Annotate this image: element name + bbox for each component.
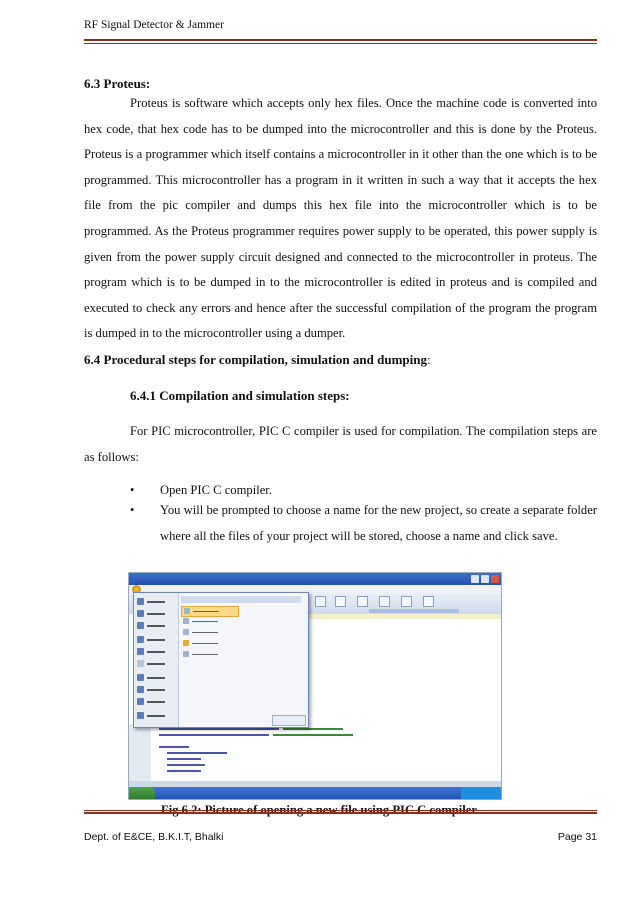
section-6-4-1-intro: For PIC microcontroller, PIC C compiler is used for compilation. The compilation steps are as follows: (84, 424, 597, 464)
window-titlebar (129, 573, 501, 585)
submenu-label (192, 643, 218, 644)
start-button-icon (129, 787, 155, 799)
bullet-text: You will be prompted to choose a name for the new project, so create a separate folder where all the files of your project will be stored, choose a name and click save. (160, 503, 597, 543)
project-icon (183, 629, 189, 635)
close-all-icon (137, 648, 144, 655)
menu-item-label (147, 677, 165, 679)
close-file-icon (137, 636, 144, 643)
code-line (159, 734, 269, 736)
menu-item-close (137, 635, 177, 645)
menu-item-label (147, 625, 165, 627)
code-line (159, 746, 189, 748)
header-rule-thick (84, 39, 597, 41)
warning-icon (183, 640, 189, 646)
menu-item-save-all (137, 685, 177, 695)
bullet-icon: • (130, 503, 135, 517)
menu-item-label (147, 601, 165, 603)
file-menu-dropdown (133, 592, 309, 728)
code-line (159, 728, 279, 730)
code-line (167, 752, 227, 754)
bullet-icon: • (130, 483, 135, 497)
submenu-label (192, 621, 218, 622)
submenu-label (192, 654, 218, 655)
menu-item-label (147, 663, 165, 665)
submenu-project-wizard (181, 617, 237, 626)
toolbar-icon (401, 596, 412, 607)
toolbar-icon (335, 596, 346, 607)
open-icon (137, 610, 144, 617)
bullet-text: Open PIC C compiler. (160, 483, 272, 497)
minimize-icon (471, 575, 479, 583)
save-icon (137, 660, 144, 667)
exit-button (272, 715, 306, 726)
footer-page-number: Page 31 (557, 831, 597, 843)
editor-highlight-strip (301, 614, 501, 619)
menu-item-encrypt (137, 697, 177, 707)
flowchart-icon (183, 651, 189, 657)
file-menu-commands (134, 593, 179, 727)
encrypt-icon (137, 698, 144, 705)
open-all-icon (137, 622, 144, 629)
footer-department: Dept. of E&CE, B.K.I.T, Bhalki (84, 831, 224, 843)
line-number-gutter (129, 724, 151, 781)
submenu-label (193, 611, 219, 612)
menu-item-label (147, 651, 165, 653)
submenu-source-file (181, 606, 239, 617)
maximize-icon (481, 575, 489, 583)
menu-item-label (147, 715, 165, 717)
header-rule-thin (84, 43, 597, 44)
code-editor (151, 724, 501, 781)
save-as-icon (137, 674, 144, 681)
menu-item-label (147, 689, 165, 691)
section-6-4-heading-text: 6.4 Procedural steps for compilation, simulation and dumping (84, 352, 427, 367)
pic-c-compiler-screenshot (128, 572, 502, 800)
menu-item-label (147, 701, 165, 703)
section-6-3-body: Proteus is software which accepts only hex files. Once the machine code is converted into hex code, that hex code has to be dumped into the microcontroller and this is done by the Proteus. Proteus is a programmer which itself contains a microcontroller in it other than the one which is to be programmed. This microcontroller has a program in it written in such a way that it accepts the hex file from the pic compiler and dumps this hex file into the microcontroller which is to be programmed. As the Proteus programmer requires power supply to be operated, this power supply is given from the power supply circuit designed and connected to the microcontroller in proteus. The program which is to be dumped in to the microcontroller is edited in proteus and is compiled and executed to check any errors and hence after the successful compilation of the program the program is dumped in to the microcontroller using a dumper. (84, 96, 597, 341)
submenu-rtf-file (181, 639, 237, 648)
code-line (167, 758, 201, 760)
new-icon (137, 598, 144, 605)
code-comment (273, 734, 353, 736)
submenu-label (192, 632, 218, 633)
footer-rule-thick (84, 812, 597, 814)
ribbon-group-caption (369, 609, 459, 613)
windows-taskbar (129, 787, 501, 799)
running-header: RF Signal Detector & Jammer (84, 19, 224, 31)
menu-item-new (137, 597, 177, 607)
toolbar-icon (423, 596, 434, 607)
toolbar-icon (315, 596, 326, 607)
wizard-icon (183, 618, 189, 624)
menu-item-close-all (137, 647, 177, 657)
section-6-3-heading: 6.3 Proteus: (84, 76, 151, 91)
section-6-4-1-paragraph (84, 419, 597, 470)
code-comment (283, 728, 343, 730)
menu-item-label (147, 613, 165, 615)
save-all-icon (137, 686, 144, 693)
toolbar-icon (379, 596, 390, 607)
toolbar-icon (357, 596, 368, 607)
menu-item-open-all (137, 621, 177, 631)
menu-item-print (137, 711, 177, 721)
bullet-item (130, 497, 597, 549)
menu-item-save-as (137, 673, 177, 683)
section-6-3-paragraph (84, 91, 597, 347)
print-icon (137, 712, 144, 719)
code-line (167, 764, 205, 766)
submenu-project-manual (181, 628, 237, 637)
close-icon (491, 575, 499, 583)
system-tray (461, 787, 501, 799)
menu-item-label (147, 639, 165, 641)
section-6-4-1-heading: 6.4.1 Compilation and simulation steps: (130, 388, 350, 403)
section-6-4-heading-colon: : (426, 352, 431, 367)
recent-projects-header (181, 596, 301, 603)
menu-item-save (137, 659, 177, 669)
submenu-flow-chart (181, 650, 237, 659)
file-icon (184, 608, 190, 614)
menu-item-open (137, 609, 177, 619)
section-6-4-heading (84, 352, 431, 368)
footer-rule-thin (84, 810, 597, 811)
code-line (167, 770, 201, 772)
